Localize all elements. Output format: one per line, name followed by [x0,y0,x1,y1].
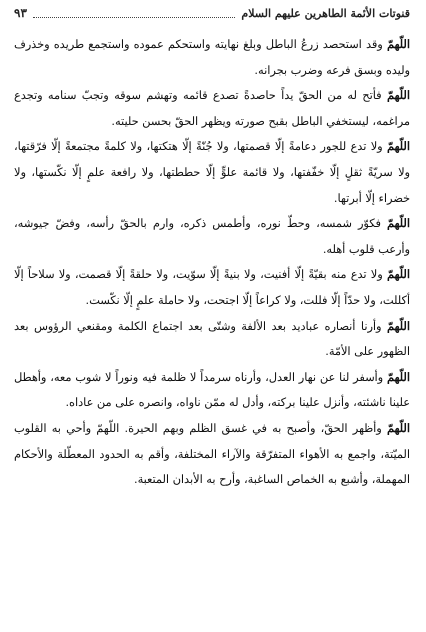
paragraph [14,314,410,365]
paragraph-text: وقد استحصد زرعُ الباطل وبلغ نهايته واستحكم عموده واستجمع طريده وخذرف وليده وبسق فرعه وضرب بجرانه. [14,38,410,77]
paragraph-text: فأتح له من الحقّ يداً حاصدةً تصدع قائمه وتهشم سوقه وتجبّ سنامه وتجدع مراغمه، ليستخفي الباطل بقبح صورته ويظهر الحقّ بحسن حليته. [14,89,410,128]
paragraph-lead: اللّهمّ [386,318,410,333]
paragraph-text: ولا تدع منه بقيّةً إلّا أفنيت، ولا بنيةً إلّا سوّيت، ولا حلقةً إلّا قصمت، ولا سلاحاً إلّا أكللت، ولا حدّاً إلّا فللت، ولا كراعاً إلّا اجتحت، ولا حاملة علمٍ إلّا نكّست. [14,268,410,307]
page-number: ٩٣ [14,6,27,20]
paragraph [14,32,410,83]
document-body [14,32,410,493]
paragraph [14,83,410,134]
paragraph-lead: اللّهمّ [386,37,410,51]
paragraph [14,134,410,211]
paragraph [14,365,410,416]
paragraph-lead: اللّهمّ [386,420,410,435]
paragraph-lead: اللّهمّ [386,216,410,231]
paragraph-lead: اللّهمّ [386,88,410,103]
book-title: قنوتات الأئمة الطاهرين عليهم السلام [241,7,410,20]
paragraph-text: وأرنا أنصاره عباديد بعد الألفة وشتّى بعد اجتماع الكلمة ومقنعي الرؤوس بعد الظهور على الأمّة. [14,319,410,359]
paragraph [14,262,410,313]
paragraph-text: وأظهر الحقّ، وأصبح به في غسق الظلم وبهم الحيرة. اللّهمّ وأحي به القلوب الميّتة، واجمع به الأهواء المتفرّقة والآراء المختلفة، وأقم به الحدود المعطّلة والأحكام المهملة، وأشبع به الخماص الساغبة، وأرح به الأبدان المتعبة. [14,421,410,487]
paragraph-text: ولا تدع للجور دعامةً إلّا قصمتها، ولا جُنّةً إلّا هتكتها، ولا كلمةً مجتمعةً إلّا فرّقتها، ولا سريّةً ثقلٍ إلّا خفّفتها، ولا قائمة علوٍّ إلّا حططتها، ولا رافعة علمٍ إلّا نكّستها، ولا خضراء إلّا أبرتها. [14,140,410,205]
paragraph [14,416,410,493]
paragraph [14,211,410,262]
header-dot-leader [33,17,236,18]
running-header [14,6,410,26]
paragraph-text: وأسفر لنا عن نهار العدل، وأرناه سرمداً لا ظلمة فيه ونوراً لا شوب معه، وأهطل علينا ناشئته، وأنزل علينا بركته، وأدل له ممّن ناواه، وانصره على من عاداه. [14,370,410,410]
paragraph-lead: اللّهمّ [386,139,410,154]
paragraph-text: فكوّر شمسه، وحطّ نوره، وأطمس ذكره، وارم بالحقّ رأسه، وفضّ جيوشه، وأرعب قلوب أهله. [14,217,410,256]
paragraph-lead: اللّهمّ [386,369,410,384]
paragraph-lead: اللّهمّ [386,267,410,282]
